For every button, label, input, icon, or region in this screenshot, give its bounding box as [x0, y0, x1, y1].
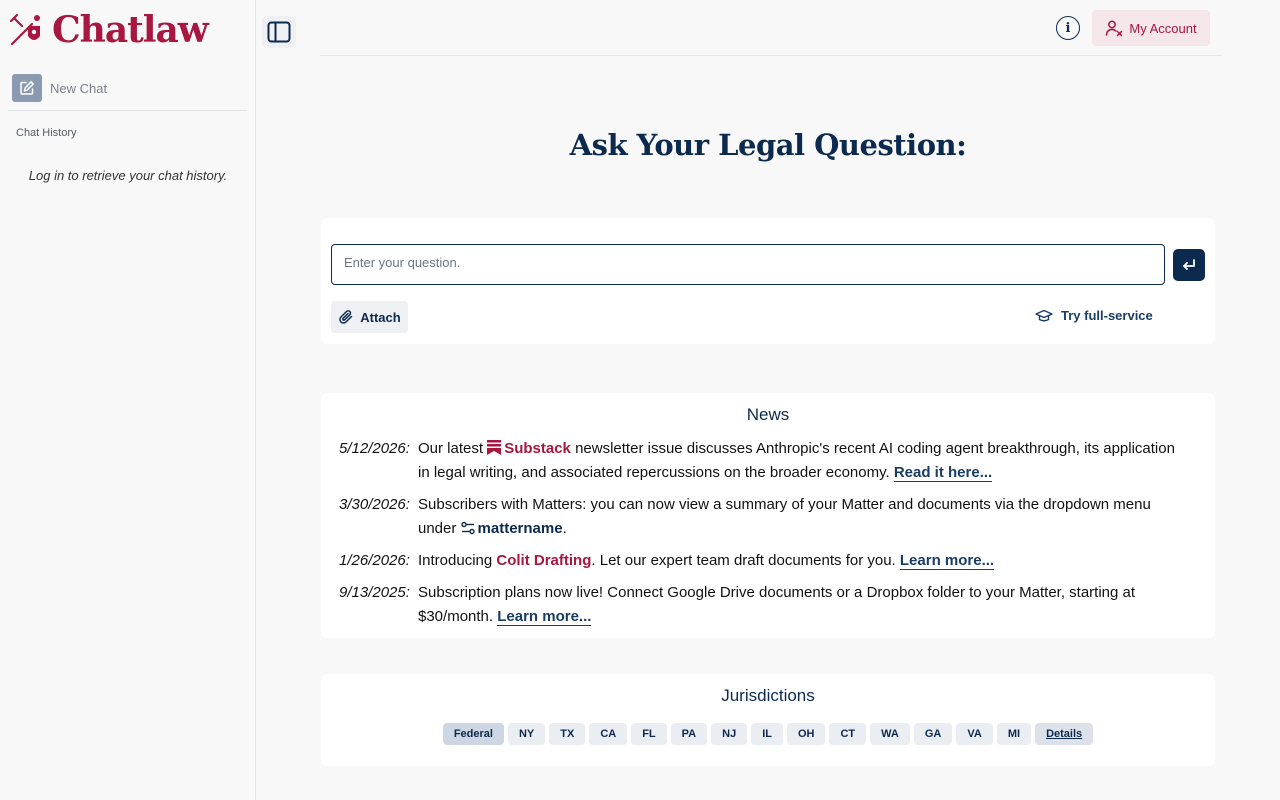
sidebar-divider	[8, 110, 247, 111]
jurisdiction-chip-fl[interactable]: FL	[631, 723, 666, 745]
news-card	[321, 393, 1215, 638]
info-button[interactable]: i	[1056, 16, 1080, 40]
news-item	[339, 437, 1179, 485]
news-text-after: . Let our expert team draft documents for you.	[591, 552, 900, 569]
news-item	[339, 493, 1179, 541]
news-title: News	[746, 405, 790, 424]
sidebar-toggle-button[interactable]	[262, 16, 296, 48]
bookmark-icon	[487, 440, 501, 455]
news-item	[339, 581, 1179, 629]
user-x-icon	[1105, 19, 1123, 37]
graduation-cap-icon	[1035, 309, 1053, 323]
sliders-icon	[461, 521, 475, 535]
news-date: 1/26/2026:	[339, 552, 410, 569]
jurisdiction-chip-mi[interactable]: MI	[997, 723, 1031, 745]
news-list	[339, 437, 1179, 637]
sidebar-toggle-icon	[267, 20, 291, 44]
learn-more-link[interactable]: Learn more...	[899, 552, 995, 569]
news-text	[418, 581, 1179, 629]
page-heading: Ask Your Legal Question:	[569, 128, 967, 162]
read-it-here-link[interactable]: Read it here...	[893, 464, 993, 481]
jurisdiction-chip-wa[interactable]: WA	[870, 723, 910, 745]
app-logo[interactable]	[8, 10, 208, 50]
news-date: 9/13/2025:	[339, 584, 410, 601]
attach-button[interactable]	[331, 301, 408, 333]
try-full-service-label: Try full-service	[1061, 308, 1153, 323]
my-account-button[interactable]	[1092, 10, 1210, 46]
substack-link[interactable]: Substack	[504, 440, 571, 457]
jurisdiction-chip-ga[interactable]: GA	[914, 723, 953, 745]
edit-icon	[12, 74, 42, 102]
jurisdiction-chip-il[interactable]: IL	[751, 723, 783, 745]
jurisdiction-chip-ca[interactable]: CA	[589, 723, 627, 745]
jurisdiction-chip-federal[interactable]: Federal	[443, 723, 504, 745]
news-text-before: Our latest	[418, 440, 484, 457]
chat-history-title: Chat History	[16, 127, 77, 139]
enter-icon	[1181, 257, 1197, 273]
news-text-after: .	[562, 520, 567, 537]
scales-logo-icon	[8, 12, 44, 48]
news-text	[418, 437, 1179, 485]
learn-more-link[interactable]: Learn more...	[497, 608, 592, 625]
question-card	[321, 218, 1215, 344]
chat-history-empty-message: Log in to retrieve your chat history.	[28, 168, 228, 183]
news-text	[418, 549, 1179, 573]
jurisdiction-details-button[interactable]: Details	[1035, 723, 1093, 745]
top-bar	[320, 0, 1222, 56]
news-date: 3/30/2026:	[339, 496, 410, 513]
news-text-after: newsletter issue discusses Anthropic's recent AI coding agent breakthrough, its application in legal writing, and associated repercussions on the broader economy.	[418, 440, 1175, 481]
jurisdiction-chip-va[interactable]: VA	[956, 723, 992, 745]
jurisdiction-chip-ct[interactable]: CT	[829, 723, 866, 745]
new-chat-button[interactable]	[12, 74, 107, 102]
news-text-before: Subscription plans now live! Connect Google Drive documents or a Dropbox folder to your Matter, starting at $30/month.	[418, 584, 1136, 625]
my-account-label: My Account	[1129, 20, 1197, 36]
jurisdiction-chip-tx[interactable]: TX	[549, 723, 585, 745]
news-item	[339, 549, 1179, 573]
news-text-before: Introducing	[418, 552, 497, 569]
jurisdiction-chips	[321, 723, 1215, 745]
app-name: Chatlaw	[52, 9, 208, 51]
send-button[interactable]	[1173, 249, 1205, 281]
question-input[interactable]	[331, 244, 1165, 285]
jurisdiction-chip-ny[interactable]: NY	[508, 723, 545, 745]
jurisdiction-chip-pa[interactable]: PA	[671, 723, 707, 745]
paperclip-icon	[338, 309, 354, 325]
matter-name-label: mattername	[477, 520, 563, 537]
sidebar	[0, 0, 256, 800]
news-text-before: Subscribers with Matters: you can now view a summary of your Matter and documents via the dropdown menu under	[418, 496, 1151, 537]
jurisdiction-chip-nj[interactable]: NJ	[711, 723, 747, 745]
colit-drafting-link[interactable]: Colit Drafting	[496, 552, 592, 569]
jurisdictions-card	[321, 674, 1215, 766]
news-date: 5/12/2026:	[339, 440, 410, 457]
news-text	[418, 493, 1179, 541]
jurisdictions-title: Jurisdictions	[721, 686, 815, 705]
new-chat-label: New Chat	[50, 80, 108, 96]
jurisdiction-chip-oh[interactable]: OH	[787, 723, 826, 745]
attach-label: Attach	[360, 309, 401, 325]
try-full-service-link[interactable]	[1035, 308, 1153, 323]
